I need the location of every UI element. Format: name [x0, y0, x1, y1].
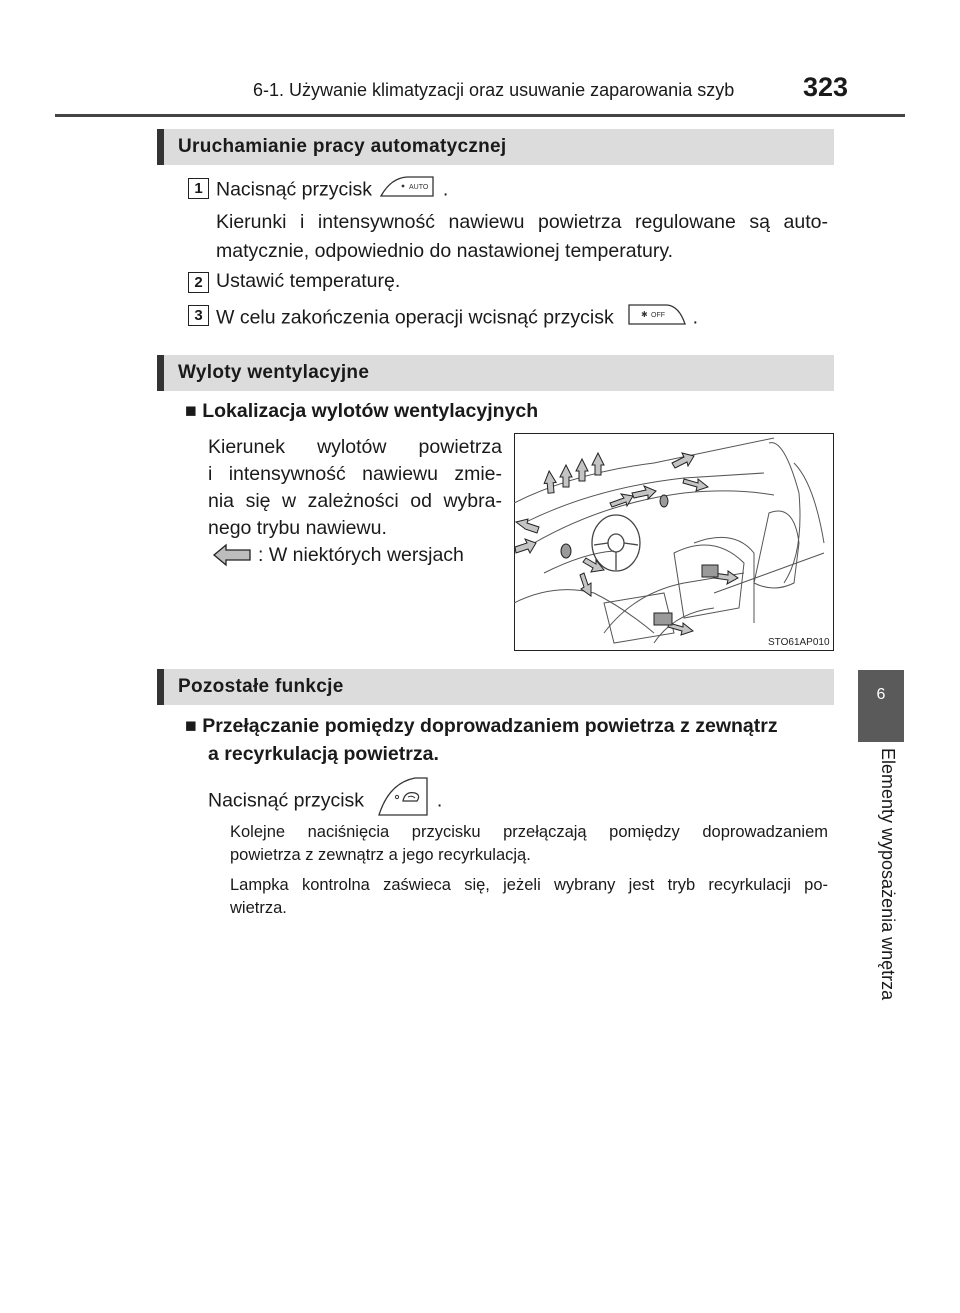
step-3: [216, 300, 698, 337]
figure-code: STO61AP010: [768, 637, 830, 648]
recirc-subheading-line-1: [185, 712, 778, 741]
vents-desc-line-1: Kierunek wylotów powietrza: [208, 436, 502, 458]
svg-text:✱: ✱: [641, 310, 648, 319]
auto-note-line-1: Kierunki i intensywność nawiewu powietrza regulowane są auto-: [216, 211, 828, 233]
car-interior-illustration: [514, 433, 834, 651]
step-1: [216, 172, 448, 209]
off-button-label: OFF: [651, 312, 666, 319]
auto-note-line-2: matycznie, odpowiednio do nastawionej temperatury.: [216, 240, 674, 262]
step-1-text: Nacisnąć przycisk: [216, 178, 373, 201]
recirc-note-1-line-2: powietrza z zewnątrz a jego recyrkulacją.: [230, 846, 531, 864]
header-rule: [55, 114, 905, 117]
step-3-end: .: [692, 306, 698, 329]
off-button-icon: [627, 300, 687, 337]
step-number-3: 3: [188, 305, 209, 326]
vents-subheading-text: Lokalizacja wylotów wentylacyjnych: [202, 400, 539, 422]
chapter-title-vertical: Elementy wyposażenia wnętrza: [878, 748, 898, 1001]
vents-desc-line-4: nego trybu nawiewu.: [208, 517, 387, 539]
vents-desc-line-2: i intensywność nawiewu zmie-: [208, 463, 502, 485]
recirc-instruction-text: Nacisnąć przycisk: [208, 789, 365, 812]
running-header-title: 6-1. Używanie klimatyzacji oraz usuwanie zaparowania szyb: [253, 80, 735, 100]
recirc-note-2-line-1: Lampka kontrolna zaświeca się, jeżeli wybrany jest tryb recyrkulacji po-: [230, 876, 828, 894]
vent-legend-arrow-icon: [212, 542, 254, 573]
page-number: 323: [803, 72, 849, 102]
step-number-1: 1: [188, 178, 209, 199]
section-heading-auto: Uruchamianie pracy automatycznej: [157, 129, 834, 165]
bullet-square-2: ■: [185, 715, 197, 737]
recirc-subheading-line-2: a recyrkulacją powietrza.: [208, 743, 439, 765]
step-3-text: W celu zakończenia operacji wcisnąć przycisk: [216, 306, 614, 329]
bullet-square: ■: [185, 400, 197, 422]
recirc-note-1-line-1: Kolejne naciśnięcia przycisku przełączają pomiędzy doprowadzaniem: [230, 823, 828, 841]
vent-legend-text: : W niektórych wersjach: [258, 544, 464, 566]
recirc-subheading-text: Przełączanie pomiędzy doprowadzaniem powietrza z zewnątrz: [202, 715, 778, 737]
vents-subheading: [185, 397, 538, 426]
step-1-end: .: [442, 178, 449, 201]
vents-desc-line-3: nia się w zależności od wybra-: [208, 490, 502, 512]
step-number-2: 2: [188, 272, 209, 293]
section-heading-other: Pozostałe funkcje: [157, 669, 834, 705]
recirc-instruction-end: .: [436, 789, 443, 812]
section-heading-vents: Wyloty wentylacyjne: [157, 355, 834, 391]
step-2-text: Ustawić temperaturę.: [216, 270, 401, 292]
auto-button-icon: [377, 172, 437, 209]
recirc-note-2-line-2: wietrza.: [230, 899, 287, 917]
vents-figure: [514, 433, 834, 651]
auto-button-label: AUTO: [409, 184, 429, 191]
chapter-tab: 6: [858, 670, 904, 742]
